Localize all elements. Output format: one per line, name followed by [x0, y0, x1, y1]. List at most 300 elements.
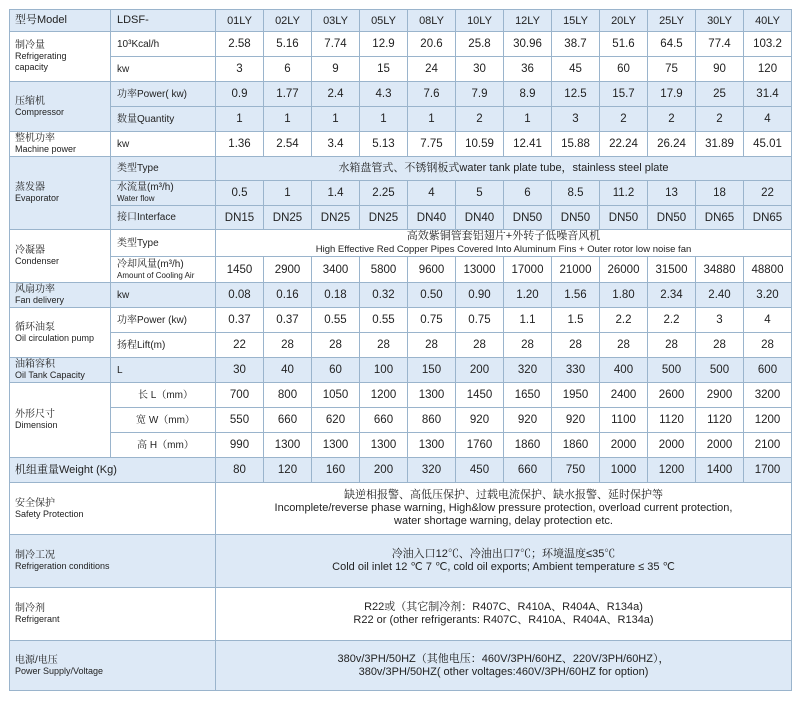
- value-cell: 0.16: [264, 283, 312, 308]
- value-cell: 660: [504, 458, 552, 483]
- value-cell: 0.50: [408, 283, 456, 308]
- value-cell: 320: [408, 458, 456, 483]
- value-cell: 0.90: [456, 283, 504, 308]
- value-cell: 26000: [600, 257, 648, 283]
- refrigerant-line-cn: R22或（其它制冷剂：R407C、R410A、R404A、R134a): [364, 601, 643, 613]
- conditions-label: [10, 535, 216, 588]
- value-cell: 3400: [312, 257, 360, 283]
- safety-label-cn: 安全保护: [15, 497, 55, 509]
- tank-label-cn: 油箱容积: [15, 359, 55, 370]
- dimension-row-h: [10, 433, 792, 458]
- value-cell: 400: [600, 358, 648, 383]
- value-cell: 0.18: [312, 283, 360, 308]
- value-cell: 660: [264, 408, 312, 433]
- value-cell: 2.2: [600, 308, 648, 333]
- conditions-line-en: Cold oil inlet 12 ℃ 7 ℃, cold oil exports; Ambient temperature ≤ 35 ℃: [332, 561, 675, 573]
- value-cell: 1300: [312, 433, 360, 458]
- value-cell: 22.24: [600, 132, 648, 157]
- value-cell: 12.5: [552, 82, 600, 107]
- refrigerant-value: [216, 588, 792, 641]
- value-cell: 1: [408, 107, 456, 132]
- value-cell: 12.9: [360, 32, 408, 57]
- evaporator-label-cn: 蒸发器: [15, 182, 45, 193]
- value-cell: 17000: [504, 257, 552, 283]
- value-cell: 7.75: [408, 132, 456, 157]
- value-cell: 77.4: [696, 32, 744, 57]
- model-cell: 15LY: [552, 10, 600, 32]
- refrigerating-unit-kw: kw: [111, 57, 216, 82]
- conditions-label-en: Refrigeration conditions: [15, 561, 110, 571]
- model-cell: 25LY: [648, 10, 696, 32]
- value-cell: 1: [312, 107, 360, 132]
- evaporator-flow-label: [111, 181, 216, 206]
- dimension-label: [10, 383, 111, 458]
- pump-label-cn: 循环油泵: [15, 321, 55, 333]
- value-cell: 1450: [456, 383, 504, 408]
- power-supply-label-en: Power Supply/Voltage: [15, 665, 104, 676]
- dimension-row-w: [10, 408, 792, 433]
- pump-label: [10, 308, 111, 358]
- value-cell: 21000: [552, 257, 600, 283]
- value-cell: 1450: [216, 257, 264, 283]
- value-cell: 1.4: [312, 181, 360, 206]
- value-cell: 1120: [648, 408, 696, 433]
- value-cell: 1760: [456, 433, 504, 458]
- value-cell: 1: [264, 181, 312, 206]
- value-cell: 750: [552, 458, 600, 483]
- value-cell: 2: [456, 107, 504, 132]
- machine-power-label: [10, 132, 111, 157]
- value-cell: DN25: [264, 206, 312, 230]
- value-cell: 28: [264, 333, 312, 358]
- value-cell: 5.13: [360, 132, 408, 157]
- model-cell: 30LY: [696, 10, 744, 32]
- condenser-type-label: 类型Type: [111, 230, 216, 257]
- value-cell: DN65: [696, 206, 744, 230]
- value-cell: 2.25: [360, 181, 408, 206]
- value-cell: 60: [312, 358, 360, 383]
- value-cell: 28: [504, 333, 552, 358]
- value-cell: 1650: [504, 383, 552, 408]
- value-cell: 28: [552, 333, 600, 358]
- value-cell: 30: [216, 358, 264, 383]
- value-cell: 13000: [456, 257, 504, 283]
- compressor-power-label: 功率Power( kw): [111, 82, 216, 107]
- safety-label-en: Safety Protection: [15, 508, 84, 519]
- dimension-w-label: 宽 W（mm）: [111, 408, 216, 433]
- model-label: 型号Model: [10, 10, 111, 32]
- value-cell: 38.7: [552, 32, 600, 57]
- value-cell: 0.08: [216, 283, 264, 308]
- value-cell: 28: [456, 333, 504, 358]
- value-cell: 34880: [696, 257, 744, 283]
- value-cell: 2000: [600, 433, 648, 458]
- value-cell: 1300: [360, 433, 408, 458]
- value-cell: 700: [216, 383, 264, 408]
- value-cell: 40: [264, 358, 312, 383]
- value-cell: 12.41: [504, 132, 552, 157]
- value-cell: 13: [648, 181, 696, 206]
- value-cell: 2900: [264, 257, 312, 283]
- value-cell: 28: [312, 333, 360, 358]
- safety-label: [10, 483, 216, 535]
- refrigerant-label-en: Refrigerant: [15, 614, 60, 624]
- evaporator-row-2: [10, 181, 792, 206]
- refrigerating-label: [10, 32, 111, 82]
- value-cell: 10.59: [456, 132, 504, 157]
- evaporator-type-value: 水箱盘管式、不锈钢板式water tank plate tube，stainless steel plate: [216, 157, 792, 181]
- value-cell: DN25: [312, 206, 360, 230]
- condenser-row-2: [10, 257, 792, 283]
- value-cell: 660: [360, 408, 408, 433]
- value-cell: 15.7: [600, 82, 648, 107]
- value-cell: 25: [696, 82, 744, 107]
- value-cell: 7.9: [456, 82, 504, 107]
- value-cell: 550: [216, 408, 264, 433]
- value-cell: 28: [360, 333, 408, 358]
- value-cell: 22: [744, 181, 792, 206]
- value-cell: DN15: [216, 206, 264, 230]
- safety-value: [216, 483, 792, 535]
- value-cell: 31500: [648, 257, 696, 283]
- value-cell: 8.5: [552, 181, 600, 206]
- value-cell: 1200: [744, 408, 792, 433]
- refrigerating-label-cn: 制冷量: [15, 40, 45, 51]
- refrigerating-unit-kcal: 10³Kcal/h: [111, 32, 216, 57]
- value-cell: 2600: [648, 383, 696, 408]
- refrigerant-label: [10, 588, 216, 641]
- safety-line-en-1: Incomplete/reverse phase warning, High&low pressure protection, overload current protection,: [274, 502, 733, 514]
- fan-label-cn: 风扇功率: [15, 284, 55, 295]
- dimension-l-label: 长 L（mm）: [111, 383, 216, 408]
- value-cell: 120: [744, 57, 792, 82]
- model-cell: 03LY: [312, 10, 360, 32]
- value-cell: 2.2: [648, 308, 696, 333]
- value-cell: 450: [456, 458, 504, 483]
- value-cell: 620: [312, 408, 360, 433]
- evaporator-label: [10, 157, 111, 230]
- value-cell: 1: [216, 107, 264, 132]
- value-cell: 2.40: [696, 283, 744, 308]
- power-supply-label: [10, 641, 216, 691]
- machine-power-unit: kw: [111, 132, 216, 157]
- value-cell: 1200: [360, 383, 408, 408]
- value-cell: 500: [648, 358, 696, 383]
- evaporator-flow-label-cn: 水流量(m³/h): [117, 182, 174, 193]
- value-cell: 150: [408, 358, 456, 383]
- value-cell: 1300: [264, 433, 312, 458]
- compressor-label-cn: 压缩机: [15, 95, 45, 107]
- tank-unit: L: [111, 358, 216, 383]
- value-cell: 1: [504, 107, 552, 132]
- refrigerating-row-2: [10, 57, 792, 82]
- dimension-label-cn: 外形尺寸: [15, 409, 55, 420]
- value-cell: 1.1: [504, 308, 552, 333]
- tank-label-en: Oil Tank Capacity: [15, 370, 85, 380]
- value-cell: 28: [648, 333, 696, 358]
- value-cell: DN40: [456, 206, 504, 230]
- model-cell: 20LY: [600, 10, 648, 32]
- value-cell: 2.54: [264, 132, 312, 157]
- safety-line-en-2: water shortage warning, delay protection etc.: [394, 515, 613, 527]
- value-cell: DN50: [504, 206, 552, 230]
- value-cell: 2.58: [216, 32, 264, 57]
- value-cell: 0.37: [216, 308, 264, 333]
- value-cell: 26.24: [648, 132, 696, 157]
- condenser-label-en: Condenser: [15, 256, 60, 266]
- value-cell: 2100: [744, 433, 792, 458]
- value-cell: 1950: [552, 383, 600, 408]
- conditions-row: [10, 535, 792, 588]
- value-cell: DN65: [744, 206, 792, 230]
- value-cell: 4.3: [360, 82, 408, 107]
- value-cell: 1.56: [552, 283, 600, 308]
- value-cell: 120: [264, 458, 312, 483]
- value-cell: 36: [504, 57, 552, 82]
- value-cell: 920: [504, 408, 552, 433]
- condenser-type-line-en: High Effective Red Copper Pipes Covered Into Aluminum Fins + Outer rotor low noise fan: [315, 244, 692, 255]
- value-cell: 1: [264, 107, 312, 132]
- value-cell: 48800: [744, 257, 792, 283]
- value-cell: 2.4: [312, 82, 360, 107]
- power-supply-line-2: 380v/3PH/50HZ( other voltages:460V/3PH/60HZ for option): [358, 665, 649, 678]
- compressor-row-1: [10, 82, 792, 107]
- compressor-label: [10, 82, 111, 132]
- model-cell: 01LY: [216, 10, 264, 32]
- value-cell: 28: [696, 333, 744, 358]
- value-cell: 1300: [408, 383, 456, 408]
- value-cell: 860: [408, 408, 456, 433]
- value-cell: 1400: [696, 458, 744, 483]
- weight-label: 机组重量Weight (Kg): [10, 458, 216, 483]
- value-cell: 2900: [696, 383, 744, 408]
- value-cell: 0.9: [216, 82, 264, 107]
- value-cell: 1700: [744, 458, 792, 483]
- value-cell: 9: [312, 57, 360, 82]
- value-cell: 1200: [648, 458, 696, 483]
- value-cell: 6: [264, 57, 312, 82]
- condenser-air-label-en: Amount of Cooling Air: [117, 270, 195, 280]
- condenser-air-label: [111, 257, 216, 283]
- refrigerating-row-1: [10, 32, 792, 57]
- value-cell: 15: [360, 57, 408, 82]
- model-cell: 12LY: [504, 10, 552, 32]
- model-prefix: LDSF-: [111, 10, 216, 32]
- model-cell: 02LY: [264, 10, 312, 32]
- value-cell: 1000: [600, 458, 648, 483]
- condenser-type-value: [216, 230, 792, 257]
- value-cell: 4: [744, 107, 792, 132]
- fan-unit: kw: [111, 283, 216, 308]
- value-cell: 920: [456, 408, 504, 433]
- value-cell: 6: [504, 181, 552, 206]
- value-cell: 3.20: [744, 283, 792, 308]
- value-cell: 90: [696, 57, 744, 82]
- value-cell: 3: [552, 107, 600, 132]
- pump-power-label: 功率Power (kw): [111, 308, 216, 333]
- refrigerating-label-en1: Refrigerating: [15, 51, 67, 61]
- conditions-label-cn: 制冷工况: [15, 550, 55, 561]
- refrigerant-row: [10, 588, 792, 641]
- value-cell: 64.5: [648, 32, 696, 57]
- value-cell: 1.36: [216, 132, 264, 157]
- value-cell: DN25: [360, 206, 408, 230]
- machine-power-label-cn: 整机功率: [15, 133, 55, 144]
- value-cell: 7.74: [312, 32, 360, 57]
- value-cell: 0.55: [312, 308, 360, 333]
- value-cell: DN50: [648, 206, 696, 230]
- dimension-h-label: 高 H（mm）: [111, 433, 216, 458]
- value-cell: 1860: [552, 433, 600, 458]
- power-supply-line-1: 380v/3PH/50HZ（其他电压：460V/3PH/60HZ、220V/3PH/60HZ），: [337, 652, 670, 665]
- power-supply-label-cn: 电源/电压: [15, 654, 58, 666]
- value-cell: 0.5: [216, 181, 264, 206]
- value-cell: 30: [456, 57, 504, 82]
- pump-row-2: [10, 333, 792, 358]
- compressor-label-en: Compressor: [15, 106, 65, 117]
- evaporator-row-3: [10, 206, 792, 230]
- value-cell: 45: [552, 57, 600, 82]
- value-cell: 25.8: [456, 32, 504, 57]
- value-cell: 5.16: [264, 32, 312, 57]
- value-cell: 800: [264, 383, 312, 408]
- compressor-row-2: [10, 107, 792, 132]
- conditions-value: [216, 535, 792, 588]
- value-cell: 5800: [360, 257, 408, 283]
- value-cell: 200: [360, 458, 408, 483]
- refrigerating-label-en2: capacity: [15, 62, 49, 72]
- fan-label-en: Fan delivery: [15, 295, 65, 305]
- tank-row: [10, 358, 792, 383]
- value-cell: 28: [600, 333, 648, 358]
- value-cell: 31.89: [696, 132, 744, 157]
- machine-power-label-en: Machine power: [15, 144, 77, 154]
- value-cell: DN50: [552, 206, 600, 230]
- evaporator-interface-label: 接口Interface: [111, 206, 216, 230]
- value-cell: 1: [360, 107, 408, 132]
- value-cell: 500: [696, 358, 744, 383]
- value-cell: 1860: [504, 433, 552, 458]
- weight-row: [10, 458, 792, 483]
- safety-row: [10, 483, 792, 535]
- value-cell: 2400: [600, 383, 648, 408]
- value-cell: 9600: [408, 257, 456, 283]
- value-cell: 2000: [648, 433, 696, 458]
- value-cell: 0.55: [360, 308, 408, 333]
- value-cell: 0.37: [264, 308, 312, 333]
- value-cell: 2: [648, 107, 696, 132]
- dimension-row-l: [10, 383, 792, 408]
- fan-label: [10, 283, 111, 308]
- evaporator-flow-label-en: Water flow: [117, 194, 155, 203]
- value-cell: 103.2: [744, 32, 792, 57]
- value-cell: 1.80: [600, 283, 648, 308]
- value-cell: 4: [744, 308, 792, 333]
- pump-row-1: [10, 308, 792, 333]
- condenser-label: [10, 230, 111, 283]
- value-cell: 80: [216, 458, 264, 483]
- value-cell: 28: [744, 333, 792, 358]
- compressor-qty-label: 数量Quantity: [111, 107, 216, 132]
- condenser-type-line-cn: 高效紫铜管套铝翅片+外转子低噪音风机: [406, 230, 601, 242]
- value-cell: 330: [552, 358, 600, 383]
- value-cell: 1300: [408, 433, 456, 458]
- value-cell: 3: [216, 57, 264, 82]
- value-cell: 1.77: [264, 82, 312, 107]
- power-supply-row: [10, 641, 792, 691]
- value-cell: 600: [744, 358, 792, 383]
- value-cell: 920: [552, 408, 600, 433]
- power-supply-value: [216, 641, 792, 691]
- value-cell: 45.01: [744, 132, 792, 157]
- condenser-label-cn: 冷凝器: [15, 245, 45, 256]
- value-cell: 160: [312, 458, 360, 483]
- value-cell: 0.75: [456, 308, 504, 333]
- value-cell: 24: [408, 57, 456, 82]
- value-cell: DN40: [408, 206, 456, 230]
- safety-line-cn: 缺逆相报警、高低压保护、过载电流保护、缺水报警、延时保护等: [344, 489, 663, 501]
- value-cell: 11.2: [600, 181, 648, 206]
- value-cell: 17.9: [648, 82, 696, 107]
- value-cell: 75: [648, 57, 696, 82]
- value-cell: 1.20: [504, 283, 552, 308]
- value-cell: 22: [216, 333, 264, 358]
- value-cell: 28: [408, 333, 456, 358]
- tank-label: [10, 358, 111, 383]
- value-cell: 1100: [600, 408, 648, 433]
- value-cell: 5: [456, 181, 504, 206]
- value-cell: 20.6: [408, 32, 456, 57]
- value-cell: 7.6: [408, 82, 456, 107]
- model-cell: 40LY: [744, 10, 792, 32]
- value-cell: 60: [600, 57, 648, 82]
- machine-power-row: [10, 132, 792, 157]
- pump-lift-label: 扬程Lift(m): [111, 333, 216, 358]
- evaporator-row-1: [10, 157, 792, 181]
- value-cell: DN50: [600, 206, 648, 230]
- evaporator-label-en: Evaporator: [15, 193, 60, 203]
- value-cell: 100: [360, 358, 408, 383]
- value-cell: 8.9: [504, 82, 552, 107]
- value-cell: 4: [408, 181, 456, 206]
- spec-table: [9, 9, 792, 691]
- model-header-row: [10, 10, 792, 32]
- value-cell: 0.75: [408, 308, 456, 333]
- value-cell: 18: [696, 181, 744, 206]
- value-cell: 320: [504, 358, 552, 383]
- model-cell: 08LY: [408, 10, 456, 32]
- value-cell: 3: [696, 308, 744, 333]
- value-cell: 1120: [696, 408, 744, 433]
- refrigerant-label-cn: 制冷剂: [15, 603, 45, 614]
- value-cell: 200: [456, 358, 504, 383]
- value-cell: 2000: [696, 433, 744, 458]
- value-cell: 1050: [312, 383, 360, 408]
- value-cell: 15.88: [552, 132, 600, 157]
- value-cell: 2: [696, 107, 744, 132]
- fan-row: [10, 283, 792, 308]
- value-cell: 2: [600, 107, 648, 132]
- value-cell: 3200: [744, 383, 792, 408]
- evaporator-type-label: 类型Type: [111, 157, 216, 181]
- value-cell: 990: [216, 433, 264, 458]
- condenser-air-label-cn: 冷却风量(m³/h): [117, 258, 184, 270]
- value-cell: 3.4: [312, 132, 360, 157]
- model-cell: 05LY: [360, 10, 408, 32]
- model-cell: 10LY: [456, 10, 504, 32]
- value-cell: 51.6: [600, 32, 648, 57]
- dimension-label-en: Dimension: [15, 420, 58, 430]
